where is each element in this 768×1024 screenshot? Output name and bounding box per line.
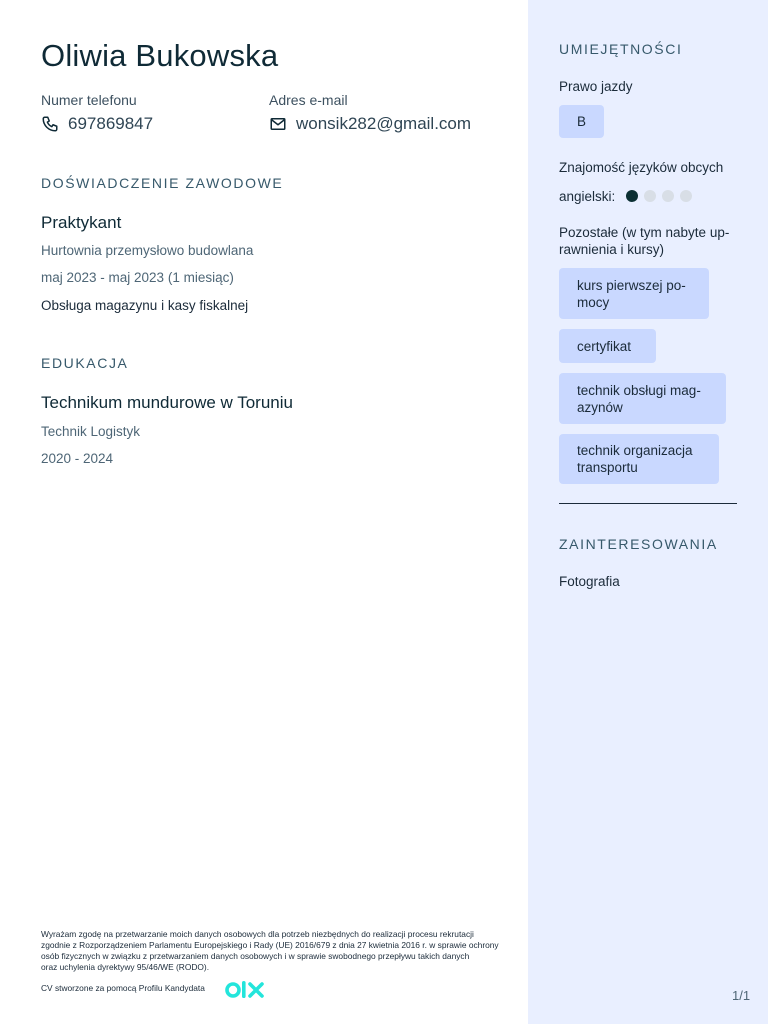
job-position: Praktykant (41, 213, 122, 232)
interests-title: ZAINTERESOWANIA (559, 536, 718, 552)
experience-title: DOŚWIADCZENIE ZAWODOWE (41, 175, 284, 191)
consent-clause (41, 929, 516, 973)
level-dot (644, 190, 656, 202)
email-address[interactable]: wonsik282@gmail.com (296, 114, 472, 133)
mail-icon (269, 115, 287, 133)
language-level (626, 190, 692, 202)
email-value-row (269, 114, 471, 134)
olx-logo (225, 979, 265, 1001)
skill-chip-line: mocy (577, 294, 610, 310)
candidate-name: Oliwia Bukowska (41, 38, 279, 73)
level-dot (626, 190, 638, 202)
made-with-note: CV stworzone za pomocą Profilu Kandydata (41, 983, 205, 993)
skill-chip (559, 373, 726, 424)
phone-block (41, 92, 153, 134)
skill-chip-line: transportu (577, 460, 638, 475)
other-skills-label-line: Pozostałe (w tym nabyte up- (559, 225, 730, 240)
skill-chip-line: kurs pierwszej po- (577, 277, 686, 293)
consent-line: oraz uchylenia dyrektywy 95/46/WE (RODO). (41, 962, 210, 972)
school-name: Technikum mundurowe w Toruniu (41, 393, 293, 412)
consent-line: zgodnie z Rozporządzeniem Parlamentu Europejskiego i Rady (UE) 2016/679 z dnia 27 kwietnia 2016 r. w sprawie ochrony (41, 940, 499, 950)
interest-item: Fotografia (559, 574, 620, 589)
license-value: B (577, 114, 587, 129)
school-field: Technik Logistyk (41, 424, 141, 439)
email-label: Adres e-mail (269, 92, 348, 108)
languages-label: Znajomość języków obcych (559, 160, 724, 175)
level-dot (680, 190, 692, 202)
page-number: 1/1 (732, 988, 751, 1003)
skill-chip-line: certyfikat (577, 338, 632, 354)
phone-number[interactable]: 697869847 (68, 114, 154, 133)
language-name: angielski: (559, 189, 616, 204)
sidebar (528, 0, 768, 1024)
email-block (269, 92, 471, 134)
phone-icon (41, 115, 59, 133)
license-label: Prawo jazdy (559, 79, 633, 94)
skill-chip (559, 268, 709, 319)
skill-chip (559, 434, 719, 484)
skill-chip-line: technik organizacja (577, 443, 693, 458)
other-skills-label-line: rawnienia i kursy) (559, 242, 665, 257)
consent-line: Wyrażam zgodę na przetwarzanie moich danych osobowych dla potrzeb niezbędnych do realizacji procesu rekrutacji (41, 929, 474, 939)
skill-chip-line: technik obsługi mag- (577, 382, 701, 398)
skill-chip-line: azynów (577, 399, 623, 415)
phone-value-row (41, 114, 153, 134)
section-divider (559, 503, 737, 504)
school-period: 2020 - 2024 (41, 451, 114, 466)
license-chip (559, 105, 604, 138)
job-description: Obsługa magazynu i kasy fiskalnej (41, 298, 249, 313)
level-dot (662, 190, 674, 202)
job-period: maj 2023 - maj 2023 (1 miesiąc) (41, 270, 234, 285)
skill-chip (559, 329, 656, 363)
job-company: Hurtownia przemysłowo budowlana (41, 243, 254, 258)
other-skills-label (559, 224, 729, 258)
phone-label: Numer telefonu (41, 92, 137, 108)
education-title: EDUKACJA (41, 355, 129, 371)
consent-line: osób fizycznych w związku z przetwarzaniem danych osobowych i w sprawie swobodnego przepływu takich danych (41, 951, 470, 961)
skills-title: UMIEJĘTNOŚCI (559, 41, 683, 57)
